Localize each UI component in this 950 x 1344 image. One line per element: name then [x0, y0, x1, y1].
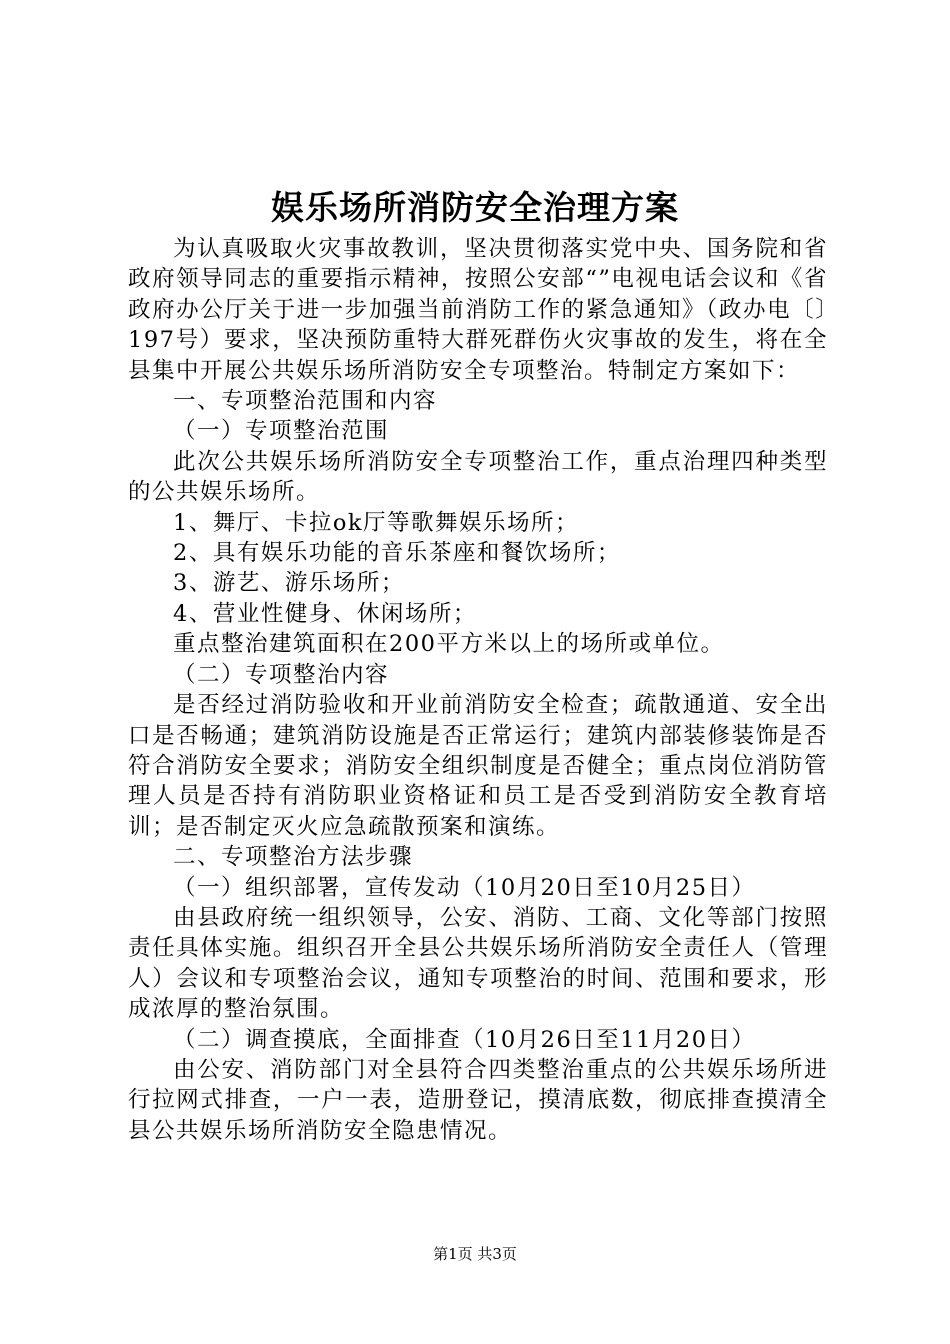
paragraph-organize: 由县政府统一组织领导，公安、消防、工商、文化等部门按照责任具体实施。组织召开全县公共娱乐场所消防安全责任人（管理人）会议和专项整治会议，通知专项整治的时间、范围和要求，形成浓厚的整治氛围。 [128, 904, 828, 1023]
subsection-heading-1-1: （一）专项整治范围 [173, 418, 390, 445]
paragraph-investigate: 由公安、消防部门对全县符合四类整治重点的公共娱乐场所进行拉网式排查，一户一表，造册登记，摸清底数，彻底排查摸清全县公共娱乐场所消防安全隐患情况。 [128, 1056, 828, 1144]
list-item-2: 2、具有娱乐功能的音乐茶座和餐饮场所； [173, 540, 621, 567]
subsection-heading-1-2: （二）专项整治内容 [173, 661, 390, 688]
list-item-1: 1、舞厅、卡拉ok厅等歌舞娱乐场所； [173, 509, 579, 536]
subsection-heading-2-2: （二）调查摸底，全面排查（10月26日至11月20日） [173, 1026, 756, 1053]
paragraph-area: 重点整治建筑面积在200平方米以上的场所或单位。 [173, 631, 725, 658]
intro-paragraph: 为认真吸取火灾事故教训，坚决贯彻落实党中央、国务院和省政府领导同志的重要指示精神，按照公安部“”电视电话会议和《省政府办公厅关于进一步加强当前消防工作的紧急通知》（政办电〔〕197号）要求，坚决预防重特大群死群伤火灾事故的发生，将在全县集中开展公共娱乐场所消防安全专项整治。特制定方案如下： [128, 236, 828, 384]
section-heading-2: 二、专项整治方法步骤 [173, 844, 414, 871]
list-item-3: 3、游艺、游乐场所； [173, 570, 405, 597]
subsection-heading-2-1: （一）组织部署，宣传发动（10月20日至10月25日） [173, 874, 756, 901]
page-footer: 第1页 共3页 [433, 1245, 517, 1263]
list-item-4: 4、营业性健身、休闲场所； [173, 600, 477, 627]
paragraph-content: 是否经过消防验收和开业前消防安全检查；疏散通道、安全出口是否畅通；建筑消防设施是否正常运行；建筑内部装修装饰是否符合消防安全要求；消防安全组织制度是否健全；重点岗位消防管理人员是否持有消防职业资格证和员工是否受到消防安全教育培训；是否制定灭火应急疏散预案和演练。 [128, 692, 828, 840]
paragraph-scope: 此次公共娱乐场所消防安全专项整治工作，重点治理四种类型的公共娱乐场所。 [128, 448, 828, 506]
section-heading-1: 一、专项整治范围和内容 [173, 388, 438, 415]
document-body [128, 234, 828, 1146]
document-title: 娱乐场所消防安全治理方案 [271, 188, 679, 227]
